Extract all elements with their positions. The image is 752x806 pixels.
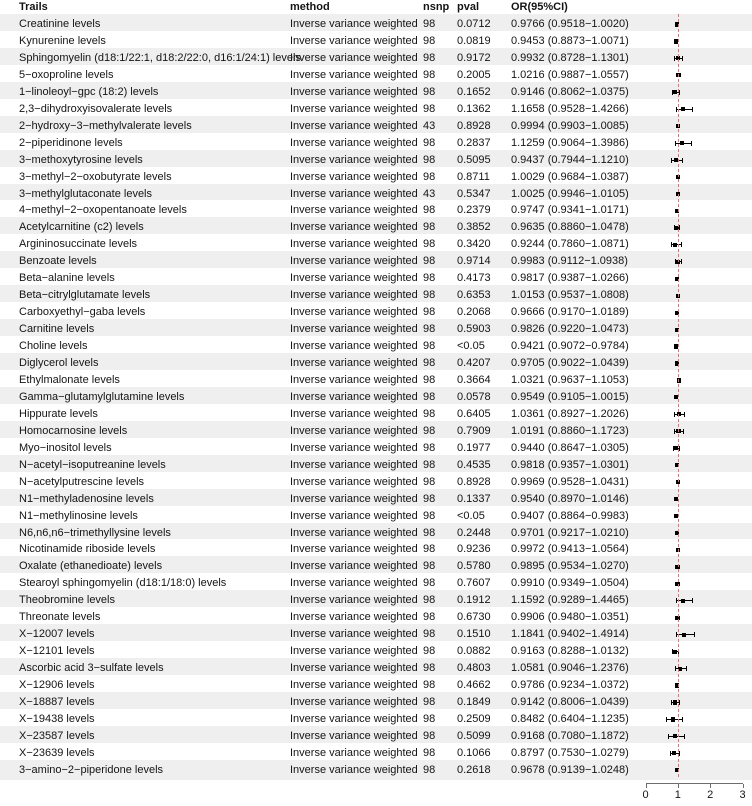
cell-method: Inverse variance weighted — [290, 204, 418, 217]
cell-or-text: 0.9817 (0.9387−1.0266) — [511, 272, 629, 285]
table-header — [0, 0, 752, 14]
cell-nsnp: 98 — [423, 221, 436, 234]
cell-or-text: 0.9747 (0.9341−1.0171) — [511, 204, 629, 217]
cell-or-text: 1.1841 (0.9402−1.4914) — [511, 628, 629, 641]
cell-or-text: 0.9766 (0.9518−1.0020) — [511, 18, 629, 30]
cell-trait: Gamma−glutamylglutamine levels — [19, 390, 185, 403]
cell-pval: 0.4535 — [457, 458, 491, 471]
x-axis-tick — [710, 784, 711, 788]
cell-trait: N−acetylputrescine levels — [19, 475, 145, 488]
cell-trait: X−23587 levels — [19, 729, 95, 742]
cell-method: Inverse variance weighted — [290, 746, 418, 759]
cell-method: Inverse variance weighted — [290, 306, 418, 319]
cell-or-text: 0.9540 (0.8970−1.0146) — [511, 492, 629, 505]
cell-method: Inverse variance weighted — [290, 289, 418, 302]
cell-method: Inverse variance weighted — [290, 255, 418, 268]
cell-trait: Threonate levels — [19, 611, 101, 624]
cell-pval: 0.4207 — [457, 357, 491, 369]
cell-method: Inverse variance weighted — [290, 170, 418, 183]
cell-or-text: 1.0191 (0.8860−1.1723) — [511, 424, 629, 437]
cell-method: Inverse variance weighted — [290, 272, 418, 285]
cell-nsnp: 98 — [423, 712, 436, 725]
cell-nsnp: 98 — [423, 390, 436, 403]
cell-trait: Nicotinamide riboside levels — [19, 543, 156, 556]
cell-nsnp: 98 — [423, 441, 436, 454]
cell-nsnp: 98 — [423, 204, 436, 217]
cell-or-text: 0.9895 (0.9534−1.0270) — [511, 560, 629, 573]
cell-pval: 0.8711 — [457, 170, 490, 183]
cell-nsnp: 98 — [423, 357, 436, 369]
cell-or-text: 0.8482 (0.6404−1.1235) — [511, 712, 629, 725]
cell-trait: Carboxyethyl−gaba levels — [19, 306, 146, 319]
cell-method: Inverse variance weighted — [290, 407, 418, 420]
cell-pval: 0.9714 — [457, 255, 491, 268]
cell-method: Inverse variance weighted — [290, 221, 418, 234]
cell-or-text: 0.9453 (0.8873−1.0071) — [511, 34, 629, 47]
cell-nsnp: 98 — [423, 475, 436, 488]
cell-nsnp: 98 — [423, 373, 436, 386]
cell-nsnp: 98 — [423, 509, 436, 522]
cell-trait: Diglycerol levels — [19, 357, 99, 369]
cell-nsnp: 98 — [423, 424, 436, 437]
cell-nsnp: 98 — [423, 492, 436, 505]
cell-pval: 0.4662 — [457, 679, 491, 692]
cell-method: Inverse variance weighted — [290, 153, 418, 166]
cell-trait: Beta−citrylglutamate levels — [19, 289, 151, 302]
cell-trait: 3−methylglutaconate levels — [19, 187, 152, 200]
cell-nsnp: 98 — [423, 645, 436, 658]
cell-pval: 0.1849 — [457, 696, 491, 708]
cell-method: Inverse variance weighted — [290, 187, 418, 200]
cell-pval: 0.2005 — [457, 68, 491, 81]
cell-or-text: 0.9421 (0.9072−0.9784) — [511, 340, 629, 353]
cell-pval: 0.1362 — [457, 102, 491, 115]
cell-nsnp: 98 — [423, 611, 436, 624]
cell-pval: 0.8928 — [457, 475, 491, 488]
cell-pval: 0.5095 — [457, 153, 491, 166]
cell-nsnp: 98 — [423, 136, 436, 149]
cell-or-text: 1.0581 (0.9046−1.2376) — [511, 662, 629, 675]
cell-method: Inverse variance weighted — [290, 441, 418, 454]
cell-or-text: 0.9906 (0.9480−1.0351) — [511, 611, 629, 624]
cell-nsnp: 98 — [423, 102, 436, 115]
cell-pval: 0.8928 — [457, 119, 491, 132]
cell-pval: 0.3664 — [457, 373, 491, 386]
cell-method: Inverse variance weighted — [290, 526, 418, 539]
cell-trait: 3−amino−2−piperidone levels — [19, 763, 164, 776]
cell-trait: 3−methyl−2−oxobutyrate levels — [19, 170, 172, 183]
cell-nsnp: 98 — [423, 51, 436, 64]
cell-pval: 0.4173 — [457, 272, 491, 285]
cell-or-text: 1.0361 (0.8927−1.2026) — [511, 407, 629, 420]
cell-or-text: 0.9972 (0.9413−1.0564) — [511, 543, 629, 556]
cell-pval: 0.2837 — [457, 136, 491, 149]
cell-pval: 0.7607 — [457, 577, 491, 590]
cell-nsnp: 98 — [423, 306, 436, 319]
cell-or-text: 0.9705 (0.9022−1.0439) — [511, 357, 629, 369]
x-axis-tick — [743, 784, 744, 788]
cell-trait: Sphingomyelin (d18:1/22:1, d18:2/22:0, d16:1/24:1) levels — [19, 51, 301, 64]
cell-pval: 0.3420 — [457, 238, 491, 251]
cell-method: Inverse variance weighted — [290, 679, 418, 692]
cell-nsnp: 98 — [423, 526, 436, 539]
cell-nsnp: 98 — [423, 255, 436, 268]
cell-nsnp: 98 — [423, 696, 436, 708]
cell-pval: 0.2379 — [457, 204, 491, 217]
cell-method: Inverse variance weighted — [290, 577, 418, 590]
x-axis-tick-label: 2 — [707, 788, 714, 801]
cell-pval: 0.0819 — [457, 34, 491, 47]
cell-method: Inverse variance weighted — [290, 18, 418, 30]
cell-method: Inverse variance weighted — [290, 712, 418, 725]
cell-nsnp: 98 — [423, 577, 436, 590]
cell-nsnp: 98 — [423, 662, 436, 675]
cell-trait: Hippurate levels — [19, 407, 98, 420]
cell-method: Inverse variance weighted — [290, 424, 418, 437]
cell-or-text: 0.8797 (0.7530−1.0279) — [511, 746, 629, 759]
cell-pval: 0.6730 — [457, 611, 491, 624]
cell-pval: 0.6405 — [457, 407, 491, 420]
cell-method: Inverse variance weighted — [290, 729, 418, 742]
cell-or-text: 0.9678 (0.9139−1.0248) — [511, 763, 629, 776]
cell-method: Inverse variance weighted — [290, 340, 418, 353]
cell-method: Inverse variance weighted — [290, 509, 418, 522]
cell-or-text: 0.9635 (0.8860−1.0478) — [511, 221, 629, 234]
cell-nsnp: 98 — [423, 323, 436, 336]
cell-pval: 0.0712 — [457, 18, 491, 30]
x-axis-tick-label: 1 — [674, 788, 681, 801]
cell-or-text: 1.0025 (0.9946−1.0105) — [511, 187, 629, 200]
cell-pval: 0.5347 — [457, 187, 491, 200]
cell-nsnp: 98 — [423, 340, 436, 353]
cell-trait: Choline levels — [19, 340, 88, 353]
cell-method: Inverse variance weighted — [290, 560, 418, 573]
cell-trait: X−12906 levels — [19, 679, 95, 692]
cell-pval: 0.5099 — [457, 729, 491, 742]
column-header-pval: pval — [457, 1, 480, 13]
column-header-or: OR(95%CI) — [511, 1, 568, 13]
cell-pval: 0.1510 — [457, 628, 491, 641]
cell-nsnp: 98 — [423, 458, 436, 471]
cell-trait: Argininosuccinate levels — [19, 238, 138, 251]
cell-nsnp: 98 — [423, 153, 436, 166]
cell-or-text: 0.9910 (0.9349−1.0504) — [511, 577, 629, 590]
cell-pval: 0.5780 — [457, 560, 491, 573]
cell-pval: 0.1652 — [457, 85, 491, 98]
cell-nsnp: 98 — [423, 763, 436, 776]
cell-trait: 1−linoleoyl−gpc (18:2) levels — [19, 85, 159, 98]
cell-method: Inverse variance weighted — [290, 323, 418, 336]
table-row — [0, 760, 752, 780]
cell-or-text: 0.9666 (0.9170−1.0189) — [511, 306, 629, 319]
cell-nsnp: 98 — [423, 289, 436, 302]
cell-trait: Oxalate (ethanedioate) levels — [19, 560, 163, 573]
cell-nsnp: 98 — [423, 170, 436, 183]
cell-nsnp: 98 — [423, 628, 436, 641]
cell-trait: X−12101 levels — [19, 645, 95, 658]
cell-or-text: 0.9142 (0.8006−1.0439) — [511, 696, 629, 708]
cell-nsnp: 98 — [423, 18, 436, 30]
cell-method: Inverse variance weighted — [290, 373, 418, 386]
cell-nsnp: 98 — [423, 272, 436, 285]
cell-or-text: 0.9437 (0.7944−1.1210) — [511, 153, 629, 166]
cell-pval: 0.1066 — [457, 746, 491, 759]
cell-trait: Theobromine levels — [19, 594, 115, 607]
cell-trait: Carnitine levels — [19, 323, 95, 336]
cell-or-text: 1.0029 (0.9684−1.0387) — [511, 170, 629, 183]
cell-or-text: 0.9818 (0.9357−1.0301) — [511, 458, 629, 471]
cell-or-text: 0.9786 (0.9234−1.0372) — [511, 679, 629, 692]
cell-pval: 0.6353 — [457, 289, 491, 302]
column-header-method: method — [290, 1, 330, 13]
cell-method: Inverse variance weighted — [290, 492, 418, 505]
cell-method: Inverse variance weighted — [290, 475, 418, 488]
cell-nsnp: 98 — [423, 238, 436, 251]
cell-method: Inverse variance weighted — [290, 136, 418, 149]
cell-trait: 3−methoxytyrosine levels — [19, 153, 143, 166]
cell-nsnp: 98 — [423, 594, 436, 607]
cell-pval: 0.2618 — [457, 763, 491, 776]
cell-nsnp: 43 — [423, 119, 436, 132]
x-axis-line — [646, 783, 743, 784]
cell-pval: 0.9236 — [457, 543, 491, 556]
cell-pval: 0.1912 — [457, 594, 491, 607]
cell-trait: Ascorbic acid 3−sulfate levels — [19, 662, 164, 675]
cell-method: Inverse variance weighted — [290, 696, 418, 708]
cell-method: Inverse variance weighted — [290, 628, 418, 641]
cell-or-text: 0.9407 (0.8864−0.9983) — [511, 509, 629, 522]
cell-nsnp: 98 — [423, 34, 436, 47]
cell-method: Inverse variance weighted — [290, 238, 418, 251]
cell-method: Inverse variance weighted — [290, 594, 418, 607]
cell-pval: 0.2509 — [457, 712, 491, 725]
cell-trait: N−acetyl−isoputreanine levels — [19, 458, 166, 471]
x-axis-tick-label: 0 — [642, 788, 649, 801]
column-header-trait: Trails — [19, 1, 48, 13]
cell-trait: N1−methyladenosine levels — [19, 492, 154, 505]
cell-pval: 0.2448 — [457, 526, 491, 539]
cell-pval: 0.3852 — [457, 221, 491, 234]
cell-trait: Ethylmalonate levels — [19, 373, 120, 386]
cell-nsnp: 98 — [423, 68, 436, 81]
cell-trait: 2−piperidinone levels — [19, 136, 123, 149]
cell-or-text: 0.9826 (0.9220−1.0473) — [511, 323, 629, 336]
cell-trait: N6,n6,n6−trimethyllysine levels — [19, 526, 171, 539]
cell-method: Inverse variance weighted — [290, 68, 418, 81]
cell-nsnp: 98 — [423, 560, 436, 573]
cell-trait: Acetylcarnitine (c2) levels — [19, 221, 144, 234]
cell-trait: Myo−inositol levels — [19, 441, 112, 454]
cell-nsnp: 98 — [423, 729, 436, 742]
cell-method: Inverse variance weighted — [290, 34, 418, 47]
cell-trait: 2−hydroxy−3−methylvalerate levels — [19, 119, 192, 132]
cell-method: Inverse variance weighted — [290, 763, 418, 776]
cell-or-text: 0.9549 (0.9105−1.0015) — [511, 390, 629, 403]
cell-trait: Kynurenine levels — [19, 34, 106, 47]
x-axis-tick-label: 3 — [739, 788, 746, 801]
cell-or-text: 0.9994 (0.9903−1.0085) — [511, 119, 629, 132]
cell-or-text: 1.0153 (0.9537−1.0808) — [511, 289, 629, 302]
cell-trait: N1−methylinosine levels — [19, 509, 138, 522]
cell-or-text: 0.9701 (0.9217−1.0210) — [511, 526, 629, 539]
cell-method: Inverse variance weighted — [290, 357, 418, 369]
cell-nsnp: 43 — [423, 187, 436, 200]
cell-trait: Stearoyl sphingomyelin (d18:1/18:0) levels — [19, 577, 227, 590]
cell-method: Inverse variance weighted — [290, 543, 418, 556]
cell-pval: 0.4803 — [457, 662, 491, 675]
cell-pval: 0.2068 — [457, 306, 491, 319]
cell-trait: 2,3−dihydroxyisovalerate levels — [19, 102, 173, 115]
cell-or-text: 1.0216 (0.9887−1.0557) — [511, 68, 629, 81]
cell-nsnp: 98 — [423, 85, 436, 98]
cell-trait: X−18887 levels — [19, 696, 95, 708]
cell-or-text: 1.1592 (0.9289−1.4465) — [511, 594, 629, 607]
cell-pval: 0.5903 — [457, 323, 491, 336]
x-axis-tick — [646, 784, 647, 788]
cell-or-text: 1.1259 (0.9064−1.3986) — [511, 136, 629, 149]
x-axis-tick — [678, 784, 679, 788]
cell-method: Inverse variance weighted — [290, 51, 418, 64]
cell-trait: 5−oxoproline levels — [19, 68, 114, 81]
cell-pval: <0.05 — [457, 509, 485, 522]
cell-or-text: 1.1658 (0.9528−1.4266) — [511, 102, 629, 115]
cell-method: Inverse variance weighted — [290, 645, 418, 658]
cell-trait: Beta−alanine levels — [19, 272, 115, 285]
cell-nsnp: 98 — [423, 746, 436, 759]
cell-method: Inverse variance weighted — [290, 102, 418, 115]
cell-or-text: 0.9440 (0.8647−1.0305) — [511, 441, 629, 454]
cell-trait: X−23639 levels — [19, 746, 95, 759]
cell-method: Inverse variance weighted — [290, 390, 418, 403]
cell-or-text: 0.9244 (0.7860−1.0871) — [511, 238, 629, 251]
cell-method: Inverse variance weighted — [290, 611, 418, 624]
cell-pval: 0.0578 — [457, 390, 491, 403]
cell-or-text: 0.9932 (0.8728−1.1301) — [511, 51, 629, 64]
cell-trait: Creatinine levels — [19, 18, 101, 30]
cell-method: Inverse variance weighted — [290, 458, 418, 471]
cell-nsnp: 98 — [423, 543, 436, 556]
cell-pval: 0.1337 — [457, 492, 491, 505]
cell-trait: Benzoate levels — [19, 255, 97, 268]
column-header-nsnp: nsnp — [423, 1, 450, 13]
cell-nsnp: 98 — [423, 679, 436, 692]
cell-trait: 4−methyl−2−oxopentanoate levels — [19, 204, 187, 217]
cell-or-text: 1.0321 (0.9637−1.1053) — [511, 373, 629, 386]
cell-or-text: 0.9969 (0.9528−1.0431) — [511, 475, 629, 488]
cell-nsnp: 98 — [423, 407, 436, 420]
cell-or-text: 0.9983 (0.9112−1.0938) — [511, 255, 628, 268]
cell-trait: X−19438 levels — [19, 712, 95, 725]
cell-trait: X−12007 levels — [19, 628, 95, 641]
cell-or-text: 0.9168 (0.7080−1.1872) — [511, 729, 629, 742]
cell-method: Inverse variance weighted — [290, 85, 418, 98]
cell-method: Inverse variance weighted — [290, 662, 418, 675]
cell-pval: 0.1977 — [457, 441, 491, 454]
cell-trait: Homocarnosine levels — [19, 424, 128, 437]
cell-or-text: 0.9163 (0.8288−1.0132) — [511, 645, 629, 658]
cell-pval: <0.05 — [457, 340, 485, 353]
cell-or-text: 0.9146 (0.8062−1.0375) — [511, 85, 629, 98]
cell-method: Inverse variance weighted — [290, 119, 418, 132]
cell-pval: 0.7909 — [457, 424, 491, 437]
cell-pval: 0.9172 — [457, 51, 491, 64]
cell-pval: 0.0882 — [457, 645, 491, 658]
